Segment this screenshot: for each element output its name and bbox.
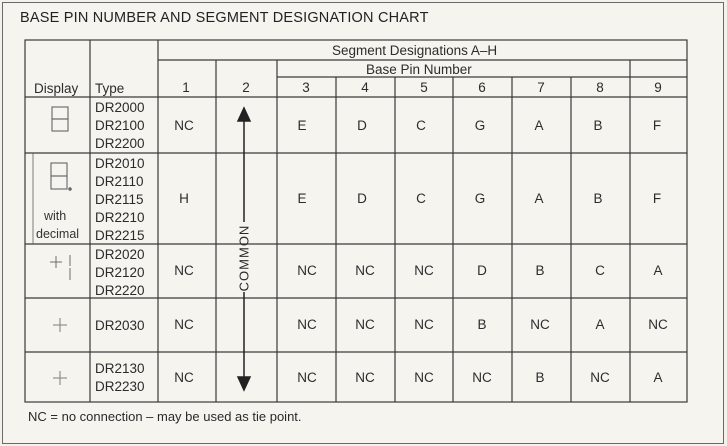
pin1-value: NC [174, 263, 194, 278]
plus-one-icon [50, 255, 70, 280]
pin-6-header: 6 [478, 80, 486, 95]
table-row-types [95, 99, 145, 153]
pin-7-header: 7 [537, 80, 545, 95]
pin-value: B [593, 118, 603, 133]
table-row-types [95, 317, 145, 335]
table-row-types [95, 246, 145, 300]
pin-value: NC [590, 370, 610, 385]
digit-decimal-icon [51, 163, 71, 190]
type-value: DR2130 [95, 361, 145, 376]
type-value: DR2020 [95, 247, 145, 262]
pin-1-header: 1 [182, 80, 190, 95]
type-column-header: Type [95, 81, 125, 96]
pin-value: NC [297, 263, 317, 278]
pin-value: C [416, 118, 426, 133]
pin-value: D [357, 118, 367, 133]
pin-5-header: 5 [420, 80, 428, 95]
pin-value: G [474, 191, 486, 206]
pin1-value: NC [174, 370, 194, 385]
pin-value: E [297, 118, 307, 133]
pin-value: E [297, 191, 307, 206]
display-column-header: Display [34, 81, 79, 96]
pin-value: B [593, 191, 603, 206]
pin-value: F [652, 191, 662, 206]
pin-value: A [534, 118, 544, 133]
page-title: BASE PIN NUMBER AND SEGMENT DESIGNATION CHART [20, 10, 429, 26]
pin-value: C [595, 263, 605, 278]
pin-value: G [474, 118, 486, 133]
pin-value: B [535, 263, 545, 278]
pin-value: NC [355, 317, 375, 332]
pin-2-header: 2 [242, 80, 250, 95]
pin1-value: H [179, 191, 189, 206]
pin-value: NC [355, 263, 375, 278]
pin-value: A [653, 370, 663, 385]
table-row-types [95, 360, 145, 396]
plus-icon [53, 318, 67, 332]
pin-value: D [357, 191, 367, 206]
base-pin-number-header: Base Pin Number [366, 62, 472, 77]
type-value: DR2200 [95, 136, 145, 151]
type-value: DR2030 [95, 318, 145, 333]
table-row-types [95, 155, 145, 245]
pin-8-header: 8 [596, 80, 604, 95]
type-value: DR2120 [95, 265, 145, 280]
pin-value: F [652, 118, 662, 133]
type-value: DR2220 [95, 283, 145, 298]
pin-9-header: 9 [654, 80, 662, 95]
pin-value: B [477, 317, 487, 332]
type-value: DR2115 [95, 192, 144, 207]
pin-4-header: 4 [361, 80, 369, 95]
pin1-value: NC [174, 118, 194, 133]
segment-designations-header: Segment Designations A–H [332, 43, 498, 58]
pin-value: B [535, 370, 545, 385]
pin-value: NC [355, 370, 375, 385]
pin-value: D [477, 263, 487, 278]
display-note: with [44, 209, 67, 223]
type-value: DR2230 [95, 379, 145, 394]
pin-value: A [653, 263, 663, 278]
pin-value: A [534, 191, 544, 206]
common-label: COMMON [236, 224, 252, 292]
type-value: DR2000 [95, 100, 145, 115]
footnote: NC = no connection – may be used as tie point. [28, 409, 302, 424]
pin-value: NC [297, 317, 317, 332]
type-value: DR2010 [95, 156, 145, 171]
type-value: DR2110 [95, 174, 144, 189]
pin-value: A [595, 317, 605, 332]
type-value: DR2210 [95, 210, 145, 225]
pin-value: NC [530, 317, 550, 332]
pin-value: NC [472, 370, 492, 385]
pin-value: NC [648, 317, 668, 332]
pin-value: NC [297, 370, 317, 385]
pin-3-header: 3 [302, 80, 310, 95]
pin-value: C [416, 191, 426, 206]
pin1-value: NC [174, 317, 194, 332]
plus-icon [53, 371, 67, 385]
digit-icon [52, 107, 68, 131]
type-value: DR2100 [95, 118, 145, 133]
type-value: DR2215 [95, 228, 145, 243]
display-note: decimal [36, 227, 80, 241]
pin-value: NC [414, 317, 434, 332]
pin-value: NC [414, 263, 434, 278]
pin-value: NC [414, 370, 434, 385]
